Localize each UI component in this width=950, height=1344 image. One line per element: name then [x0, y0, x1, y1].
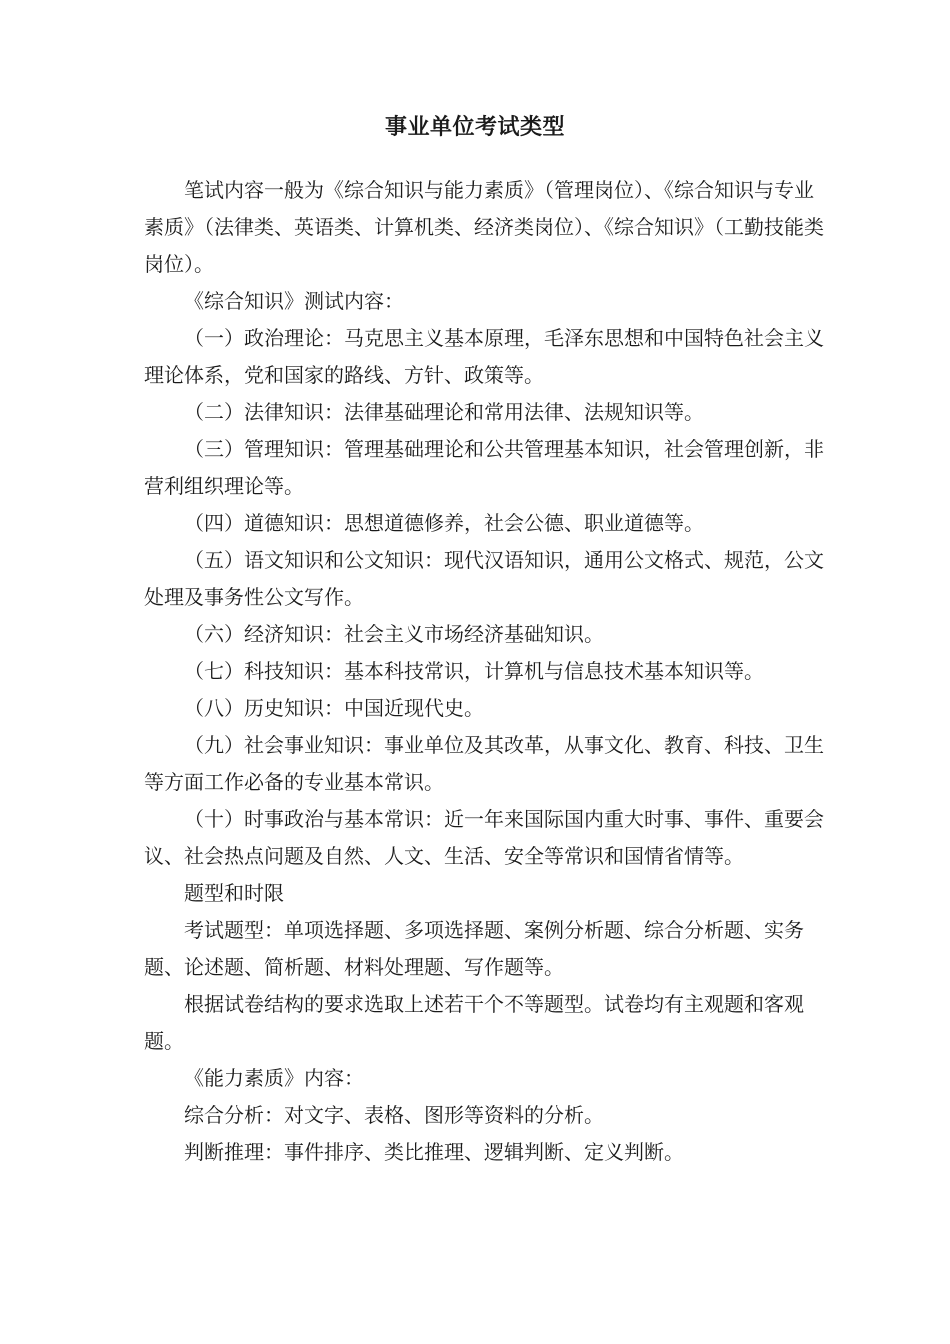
paragraph-item-3: （三）管理知识：管理基础理论和公共管理基本知识，社会管理创新，非营利组织理论等。 [144, 437, 824, 498]
paragraph-intro: 笔试内容一般为《综合知识与能力素质》（管理岗位）、《综合知识与专业素质》（法律类、英语类、计算机类、经济类岗位）、《综合知识》（工勤技能类岗位）。 [144, 178, 824, 276]
paragraph-question-types: 考试题型：单项选择题、多项选择题、案例分析题、综合分析题、实务题、论述题、简析题、材料处理题、写作题等。 [144, 918, 804, 979]
paragraph-item-10: （十）时事政治与基本常识：近一年来国际国内重大时事、事件、重要会议、社会热点问题及自然、人文、生活、安全等常识和国情省情等。 [144, 807, 824, 868]
paragraph-heading-zonghe: 《综合知识》测试内容： [184, 289, 404, 313]
paragraph-heading-nengli: 《能力素质》内容： [184, 1066, 364, 1090]
document-body [144, 172, 824, 1171]
paragraph-item-6: （六）经济知识：社会主义市场经济基础知识。 [184, 622, 604, 646]
paragraph-item-4: （四）道德知识：思想道德修养，社会公德、职业道德等。 [184, 511, 704, 535]
paragraph-item-5: （五）语文知识和公文知识：现代汉语知识，通用公文格式、规范，公文处理及事务性公文写作。 [144, 548, 824, 609]
paragraph-structure: 根据试卷结构的要求选取上述若干个不等题型。试卷均有主观题和客观题。 [144, 992, 804, 1053]
paragraph-analysis: 综合分析：对文字、表格、图形等资料的分析。 [184, 1103, 604, 1127]
paragraph-item-9: （九）社会事业知识：事业单位及其改革，从事文化、教育、科技、卫生等方面工作必备的专业基本常识。 [144, 733, 824, 794]
paragraph-item-1: （一）政治理论：马克思主义基本原理，毛泽东思想和中国特色社会主义理论体系，党和国家的路线、方针、政策等。 [144, 326, 824, 387]
paragraph-item-8: （八）历史知识：中国近现代史。 [184, 696, 484, 720]
paragraph-item-2: （二）法律知识：法律基础理论和常用法律、法规知识等。 [184, 400, 704, 424]
paragraph-heading-tixing: 题型和时限 [184, 881, 284, 905]
document-title: 事业单位考试类型 [384, 115, 565, 140]
paragraph-item-7: （七）科技知识：基本科技常识，计算机与信息技术基本知识等。 [184, 659, 764, 683]
paragraph-reasoning: 判断推理：事件排序、类比推理、逻辑判断、定义判断。 [184, 1140, 684, 1164]
